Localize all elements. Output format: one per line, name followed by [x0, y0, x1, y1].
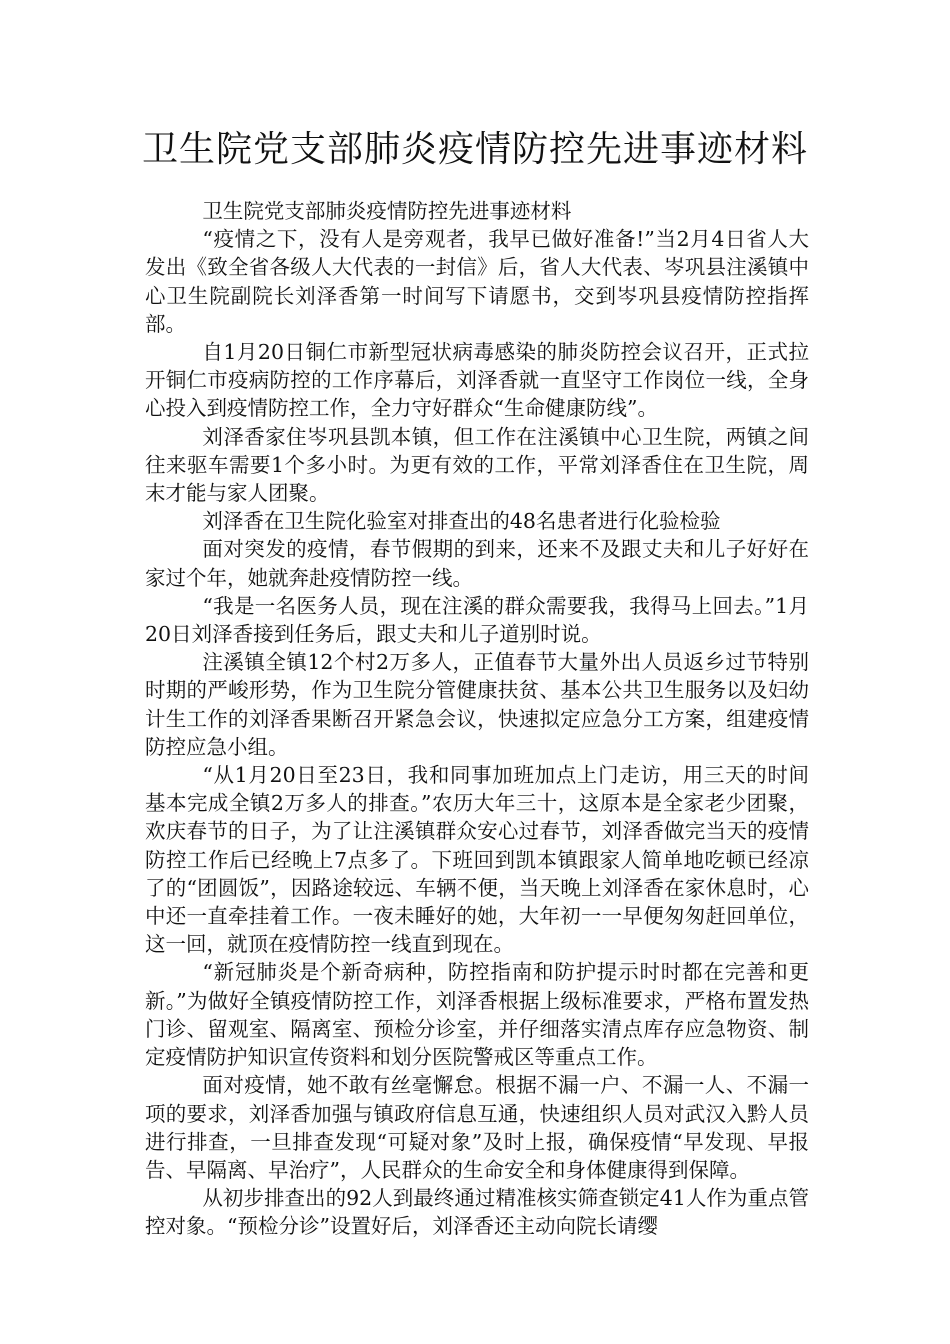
- document-body: [145, 197, 809, 1241]
- body-paragraph: 面对疫情，她不敢有丝毫懈怠。根据不漏一户、不漏一人、不漏一项的要求，刘泽香加强与镇政府信息互通，快速组织人员对武汉入黔人员进行排查，一旦排查发现“可疑对象”及时上报，确保疫情“早发现、早报告、早隔离、早治疗”，人民群众的生命安全和身体健康得到保障。: [145, 1073, 809, 1182]
- body-paragraph: 刘泽香在卫生院化验室对排查出的48名患者进行化验检验: [202, 509, 721, 534]
- body-paragraph: 自1月20日铜仁市新型冠状病毒感染的肺炎防控会议召开，正式拉开铜仁市疫病防控的工作序幕后，刘泽香就一直坚守工作岗位一线，全身心投入到疫情防控工作，全力守好群众“生命健康防线”。: [145, 340, 809, 421]
- body-paragraph: “我是一名医务人员，现在注溪的群众需要我，我得马上回去。”1月20日刘泽香接到任务后，跟丈夫和儿子道别时说。: [145, 593, 809, 647]
- document-title: 卫生院党支部肺炎疫情防控先进事迹材料: [141, 129, 808, 170]
- body-paragraph: 刘泽香家住岑巩县凯本镇，但工作在注溪镇中心卫生院，两镇之间往来驱车需要1个多小时。为更有效的工作，平常刘泽香住在卫生院，周末才能与家人团聚。: [145, 424, 809, 506]
- body-paragraph: 面对突发的疫情，春节假期的到来，还来不及跟丈夫和儿子好好在家过个年，她就奔赴疫情防控一线。: [145, 537, 809, 590]
- document-subtitle-paragraph: 卫生院党支部肺炎疫情防控先进事迹材料: [202, 199, 572, 223]
- body-paragraph: 注溪镇全镇12个村2万多人，正值春节大量外出人员返乡过节特别时期的严峻形势，作为卫生院分管健康扶贫、基本公共卫生服务以及妇幼计生工作的刘泽香果断召开紧急会议，快速拟定应急分工方案，组建疫情防控应急小组。: [145, 650, 809, 759]
- body-paragraph: “新冠肺炎是个新奇病种，防控指南和防护提示时时都在完善和更新。”为做好全镇疫情防控工作，刘泽香根据上级标准要求，严格布置发热门诊、留观室、隔离室、预检分诊室，并仔细落实清点库存应急物资、制定疫情防护知识宣传资料和划分医院警戒区等重点工作。: [145, 960, 809, 1070]
- body-paragraph: “从1月20日至23日，我和同事加班加点上门走访，用三天的时间基本完成全镇2万多人的排查。”农历大年三十，这原本是全家老少团聚，欢庆春节的日子，为了让注溪镇群众安心过春节，刘泽香做完当天的疫情防控工作后已经晚上7点多了。下班回到凯本镇跟家人简单地吃顿已经凉了的“团圆饭”，因路途较远、车辆不便，当天晚上刘泽香在家休息时，心中还一直牵挂着工作。一夜未睡好的她，大年初一一早便匆匆赶回单位，这一回，就顶在疫情防控一线直到现在。: [145, 763, 809, 957]
- body-paragraph: “疫情之下，没有人是旁观者，我早已做好准备!”当2月4日省人大发出《致全省各级人大代表的一封信》后，省人大代表、岑巩县注溪镇中心卫生院副院长刘泽香第一时间写下请愿书，交到岑巩县疫情防控指挥部。: [145, 227, 809, 336]
- body-paragraph: 从初步排查出的92人到最终通过精准核实筛查锁定41人作为重点管控对象。“预检分诊”设置好后，刘泽香还主动向院长请缨: [145, 1186, 809, 1239]
